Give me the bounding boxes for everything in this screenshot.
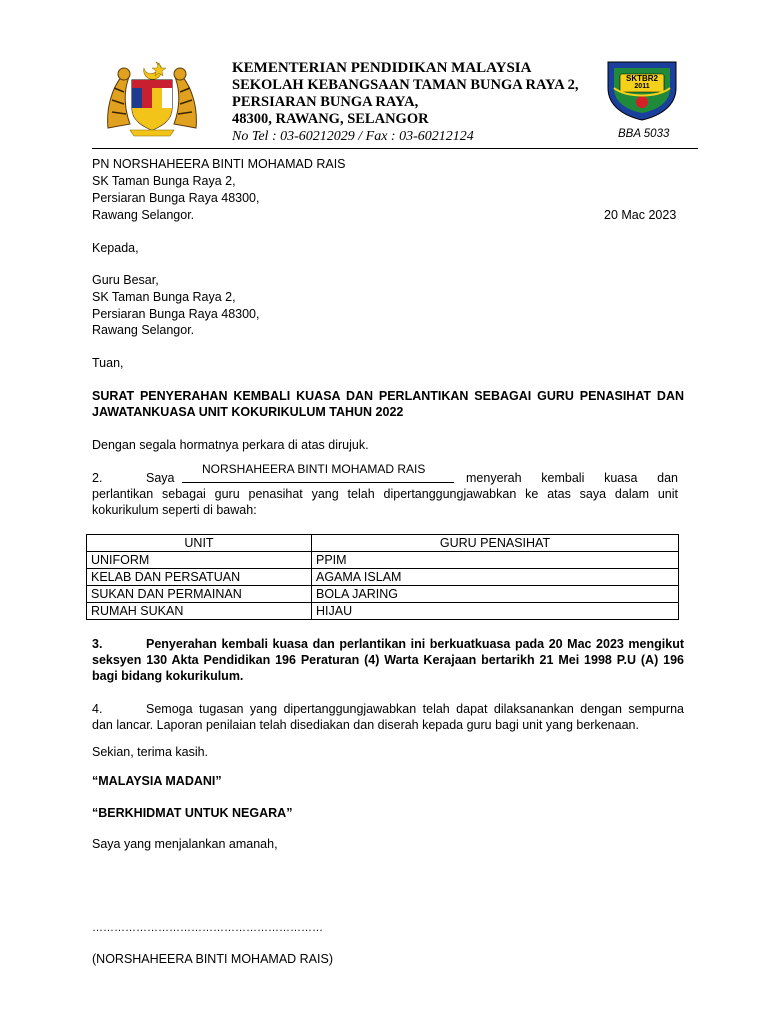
school-code: BBA 5033 [618,128,670,140]
advisor-cell: HIJAU [312,603,679,620]
header-rule-short [92,148,126,149]
unit-cell: UNIFORM [87,552,312,569]
filled-name: NORSHAHEERA BINTI MOHAMAD RAIS [202,462,426,476]
signatory-name: (NORSHAHEERA BINTI MOHAMAD RAIS) [92,952,333,966]
school-name: SEKOLAH KEBANGSAAN TAMAN BUNGA RAYA 2, [232,77,579,93]
table-row [87,603,679,620]
paragraph-text: Semoga tugasan yang dipertanggungjawabkan telah dapat dilaksanankan dengan sempurna [146,702,684,716]
name-underline [182,482,454,483]
motto: “MALAYSIA MADANI” [92,774,222,788]
advisor-cell: PPIM [312,552,679,569]
coat-of-arms-logo [104,58,200,138]
school-street: PERSIARAN BUNGA RAYA, [232,94,419,110]
school-contact: No Tel : 03-60212029 / Fax : 03-60212124 [232,129,474,144]
closing-trust: Saya yang menjalankan amanah, [92,837,278,851]
logo-text-year: 2011 [634,83,650,90]
paragraph-text: seksyen 130 Akta Pendidikan 196 Peraturan (4) Warta Kerajaan bertarikh 21 Mei 1998 P.U (A) 196 [92,653,684,667]
sender-address-line: Persiaran Bunga Raya 48300, [92,191,260,205]
closing-thanks: Sekian, terima kasih. [92,745,209,759]
advisor-cell: AGAMA ISLAM [312,569,679,586]
unit-cell: SUKAN DAN PERMAINAN [87,586,312,603]
column-header: GURU PENASIHAT [312,535,679,552]
advisor-table [86,534,679,620]
motto: “BERKHIDMAT UNTUK NEGARA” [92,806,293,820]
recipient-title: Guru Besar, [92,273,159,287]
table-row [87,552,679,569]
paragraph-text: menyerah kembali kuasa dan [466,471,678,485]
greeting: Tuan, [92,356,124,370]
header-rule [126,148,698,149]
table-row [87,586,679,603]
column-header: UNIT [87,535,312,552]
intro-paragraph: Dengan segala hormatnya perkara di atas dirujuk. [92,438,369,452]
logo-text-sktbr2: SKTBR2 [625,74,658,83]
ministry-name: KEMENTERIAN PENDIDIKAN MALAYSIA [232,60,532,76]
paragraph-number: 3. [92,637,103,651]
recipient-address-line: SK Taman Bunga Raya 2, [92,290,236,304]
recipient-address-line: Rawang Selangor. [92,323,195,337]
recipient-to: Kepada, [92,241,139,255]
paragraph-text: kokurikulum seperti di bawah: [92,503,257,517]
table-row [87,569,679,586]
table-header-row [87,535,679,552]
paragraph-text: perlantikan sebagai guru penasihat yang telah dipertanggungjawabkan ke atas saya dalam unit [92,487,678,501]
sender-name: PN NORSHAHEERA BINTI MOHAMAD RAIS [92,157,346,171]
paragraph-number: 4. [92,702,103,716]
subject-line: SURAT PENYERAHAN KEMBALI KUASA DAN PERLANTIKAN SEBAGAI GURU PENASIHAT DAN [92,389,684,403]
letter-date: 20 Mac 2023 [604,208,677,222]
signature-line: ……………………………………………………… [92,922,323,934]
paragraph-number: 2. [92,471,103,485]
school-city: 48300, RAWANG, SELANGOR [232,111,429,127]
paragraph-text: Penyerahan kembali kuasa dan perlantikan ini berkuatkuasa pada 20 Mac 2023 mengikut [146,637,684,651]
unit-cell: RUMAH SUKAN [87,603,312,620]
subject-line: JAWATANKUASA UNIT KOKURIKULUM TAHUN 2022 [92,405,404,419]
sender-address-line: SK Taman Bunga Raya 2, [92,174,236,188]
sender-address-line: Rawang Selangor. [92,208,195,222]
paragraph-word: Saya [146,471,175,485]
paragraph-text: dan lancar. Laporan penilaian telah disediakan dan diserah kepada guru bagi unit yang berkenaan. [92,718,639,732]
recipient-address-line: Persiaran Bunga Raya 48300, [92,307,260,321]
advisor-cell: BOLA JARING [312,586,679,603]
paragraph-text: bagi bidang kokurikulum. [92,669,244,683]
unit-cell: KELAB DAN PERSATUAN [87,569,312,586]
